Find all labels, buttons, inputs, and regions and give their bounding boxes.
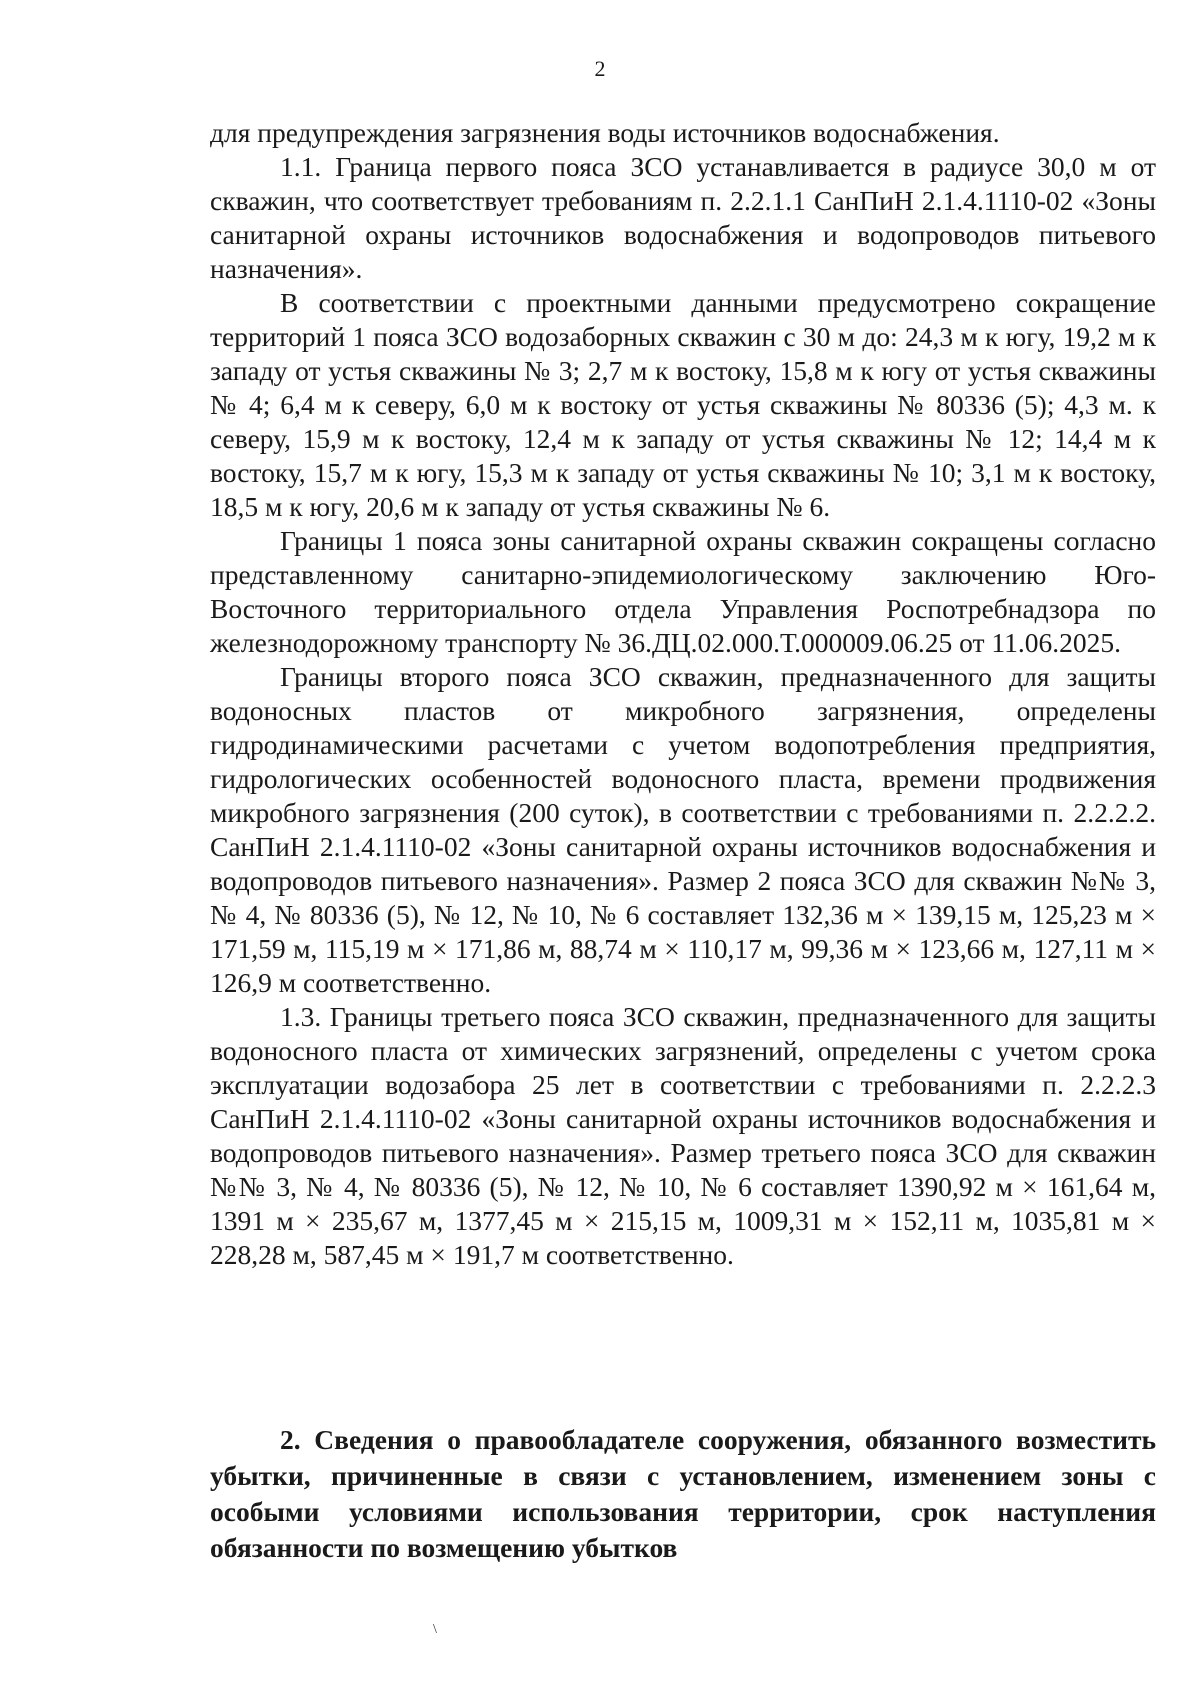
page-number: 2 bbox=[594, 56, 606, 81]
paragraph-zone-1-conclusion: Границы 1 пояса зоны санитарной охраны скважин сокращены согласно представленному санитарно-эпидемиологическому заключению Юго-Восточного территориального отдела Управления Роспотребнадзора по железнодорожному транспорту № 36.ДЦ.02.000.Т.000009.06.25 от 11.06.2025. bbox=[210, 525, 1156, 658]
paragraph-continuation: для предупреждения загрязнения воды источников водоснабжения. bbox=[210, 117, 1000, 148]
paragraph-zone-1-reduction: В соответствии с проектными данными предусмотрено сокращение территорий 1 пояса ЗСО водозаборных скважин с 30 м до: 24,3 м к югу, 19,2 м к западу от устья скважины № 3; 2,7 м к востоку, 15,8 м к югу от устья скважины № 4; 6,4 м к северу, 6,0 м к востоку от устья скважины № 80336 (5); 4,3 м. к северу, 15,9 м к востоку, 12,4 м к западу от устья скважины № 12; 14,4 м к востоку, 15,7 м к югу, 15,3 м к западу от устья скважины № 10; 3,1 м к востоку, 18,5 м к югу, 20,6 м к западу от устья скважины № 6. bbox=[210, 287, 1156, 522]
paragraph-zone-3-boundary: 1.3. Границы третьего пояса ЗСО скважин, предназначенного для защиты водоносного пласта от химических загрязнений, определены с учетом срока эксплуатации водозабора 25 лет в соответствии с требованиями п. 2.2.2.3 СанПиН 2.1.4.1110-02 «Зоны санитарной охраны источников водоснабжения и водопроводов питьевого назначения». Размер третьего пояса ЗСО для скважин №№ 3, № 4, № 80336 (5), № 12, № 10, № 6 составляет 1390,92 м × 161,64 м, 1391 м × 235,67 м, 1377,45 м × 215,15 м, 1009,31 м × 152,11 м, 1035,81 м × 228,28 м, 587,45 м × 191,7 м соответственно. bbox=[210, 1001, 1156, 1270]
stray-mark: \ bbox=[433, 1622, 437, 1637]
document-body bbox=[210, 116, 1156, 1272]
paragraph-zone-2-boundary: Границы второго пояса ЗСО скважин, предназначенного для защиты водоносных пластов от микробного загрязнения, определены гидродинамическими расчетами с учетом водопотребления предприятия, гидрологических особенностей водоносного пласта, времени продвижения микробного загрязнения (200 суток), в соответствии с требованиями п. 2.2.2.2. СанПиН 2.1.4.1110-02 «Зоны санитарной охраны источников водоснабжения и водопроводов питьевого назначения». Размер 2 пояса ЗСО для скважин №№ 3, № 4, № 80336 (5), № 12, № 10, № 6 составляет 132,36 м × 139,15 м, 125,23 м × 171,59 м, 115,19 м × 171,86 м, 88,74 м × 110,17 м, 99,36 м × 123,66 м, 127,11 м × 126,9 м соответственно. bbox=[210, 661, 1156, 998]
paragraph-zone-1-boundary: 1.1. Граница первого пояса ЗСО устанавливается в радиусе 30,0 м от скважин, что соответствует требованиям п. 2.2.1.1 СанПиН 2.1.4.1110-02 «Зоны санитарной охраны источников водоснабжения и водопроводов питьевого назначения». bbox=[210, 151, 1156, 284]
section-heading: 2. Сведения о правообладателе сооружения, обязанного возместить убытки, причиненные в связи с установлением, изменением зоны с особыми условиями использования территории, срок наступления обязанности по возмещению убытков bbox=[210, 1424, 1156, 1563]
